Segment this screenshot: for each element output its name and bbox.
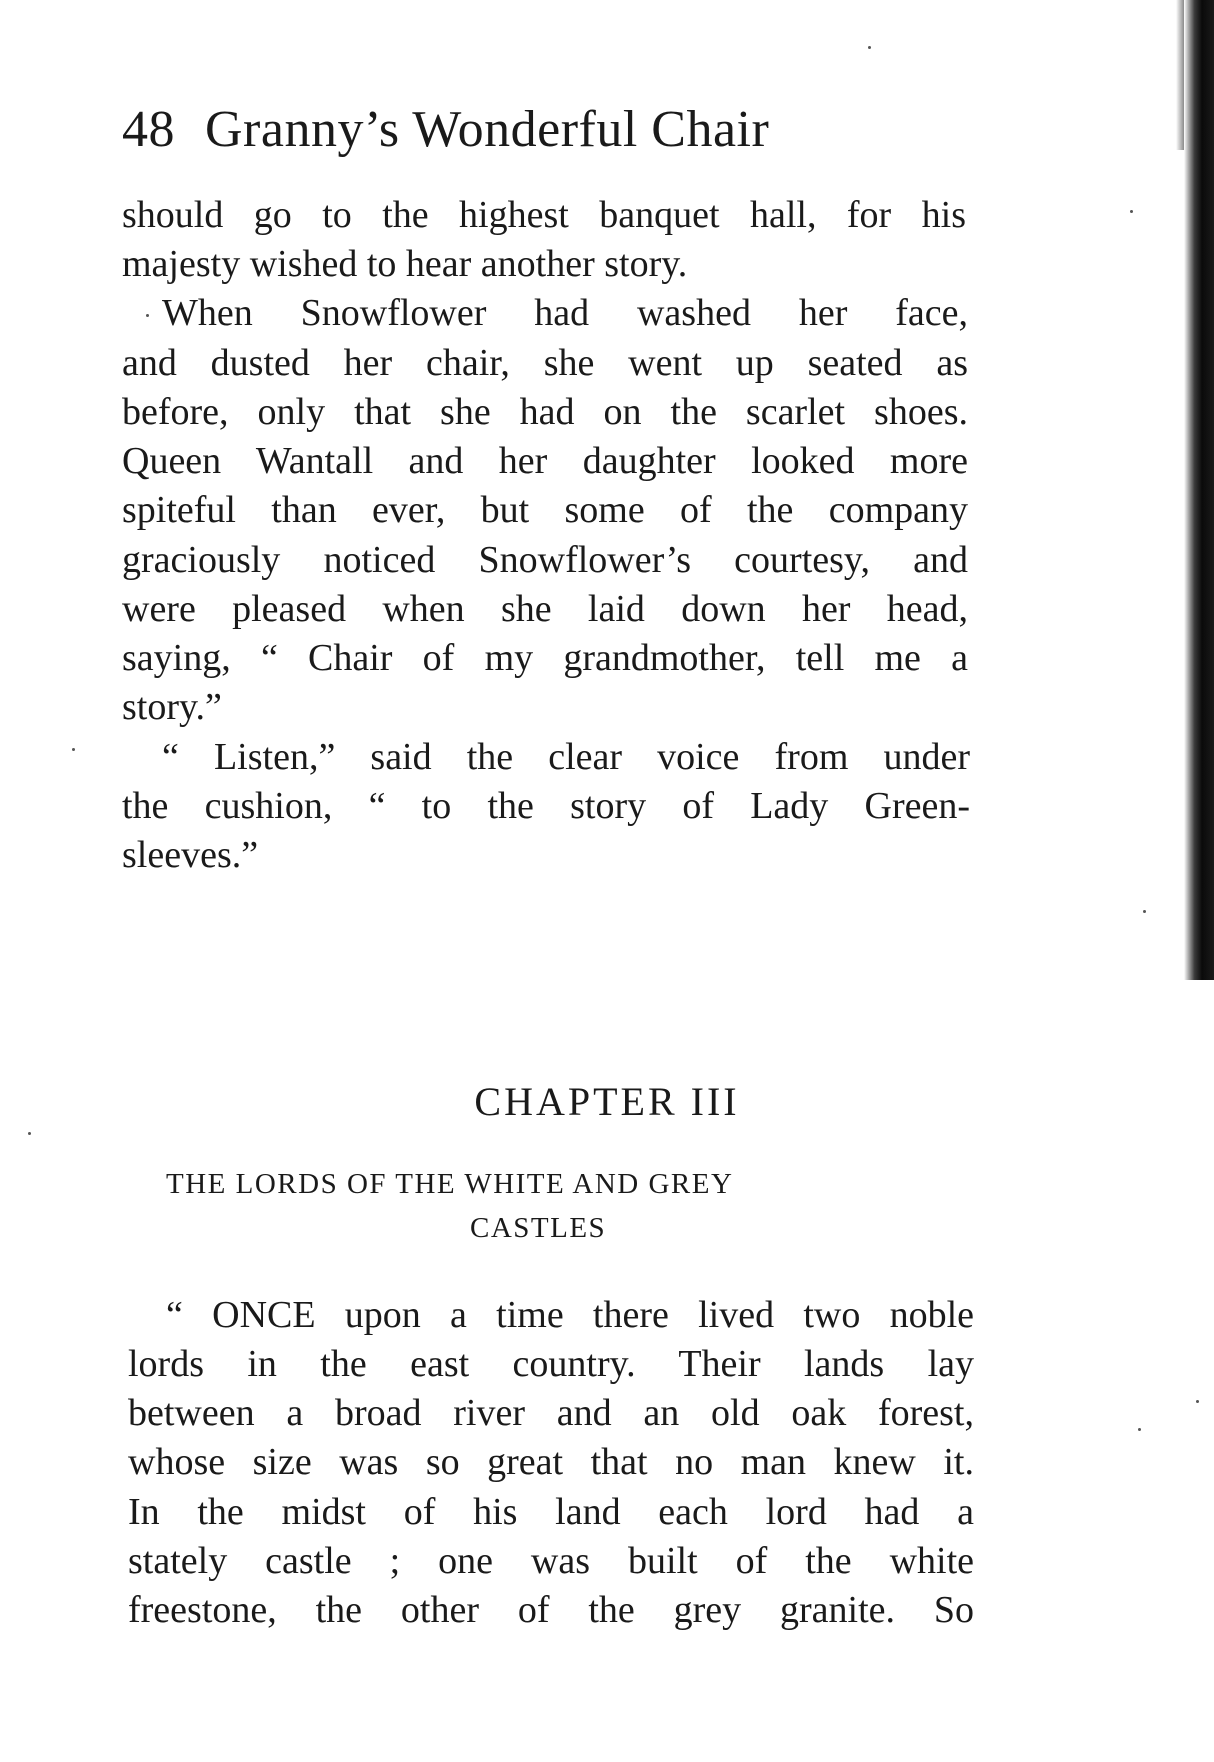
chapter-subtitle: CASTLES [470, 1212, 607, 1244]
text-line: graciously noticed Snowflower’s courtesy, and [122, 539, 968, 581]
running-title: Granny’s Wonderful Chair [205, 101, 770, 158]
scan-speck [72, 748, 75, 751]
text-line: before, only that she had on the scarlet shoes. [122, 391, 968, 433]
scan-speck [28, 1132, 31, 1135]
text-line: should go to the highest banquet hall, for his [122, 194, 966, 236]
drop-open: “ O [166, 1294, 240, 1336]
scan-speck [868, 46, 871, 49]
text-line: lords in the east country. Their lands lay [128, 1343, 974, 1385]
text-line: story.” [122, 686, 222, 728]
text-line: whose size was so great that no man knew it. [128, 1441, 974, 1483]
scan-speck [1130, 210, 1133, 213]
text-line: between a broad river and an old oak forest, [128, 1392, 974, 1434]
text-fragment: upon a time there lived two noble [315, 1294, 974, 1336]
scan-speck [1138, 1428, 1141, 1431]
page-binding-shadow [1184, 0, 1214, 980]
text-line: When Snowflower had washed her face, [162, 292, 968, 334]
chapter-subtitle: THE LORDS OF THE WHITE AND GREY [166, 1168, 734, 1200]
scan-speck [1143, 910, 1146, 913]
text-line: were pleased when she laid down her head, [122, 588, 968, 630]
text-line: the cushion, “ to the story of Lady Green- [122, 785, 970, 827]
text-line: sleeves.” [122, 834, 259, 876]
scan-speck [1196, 1400, 1199, 1403]
text-line: stately castle ; one was built of the white [128, 1540, 974, 1582]
text-line: “ Listen,” said the clear voice from under [162, 736, 970, 778]
text-line: and dusted her chair, she went up seated as [122, 342, 968, 384]
text-line: majesty wished to hear another story. [122, 243, 688, 285]
text-line: In the midst of his land each lord had a [128, 1491, 974, 1533]
text-line: spiteful than ever, but some of the company [122, 489, 968, 531]
text-line [166, 1296, 974, 1334]
text-line: Queen Wantall and her daughter looked more [122, 440, 968, 482]
page-number: 48 [122, 101, 175, 158]
small-caps-word: NCE [239, 1294, 316, 1336]
text-line: saying, “ Chair of my grandmother, tell me a [122, 637, 968, 679]
running-header [122, 101, 770, 158]
chapter-title: CHAPTER III [474, 1079, 740, 1124]
text-line: freestone, the other of the grey granite. So [128, 1589, 974, 1631]
scan-speck [146, 314, 149, 317]
